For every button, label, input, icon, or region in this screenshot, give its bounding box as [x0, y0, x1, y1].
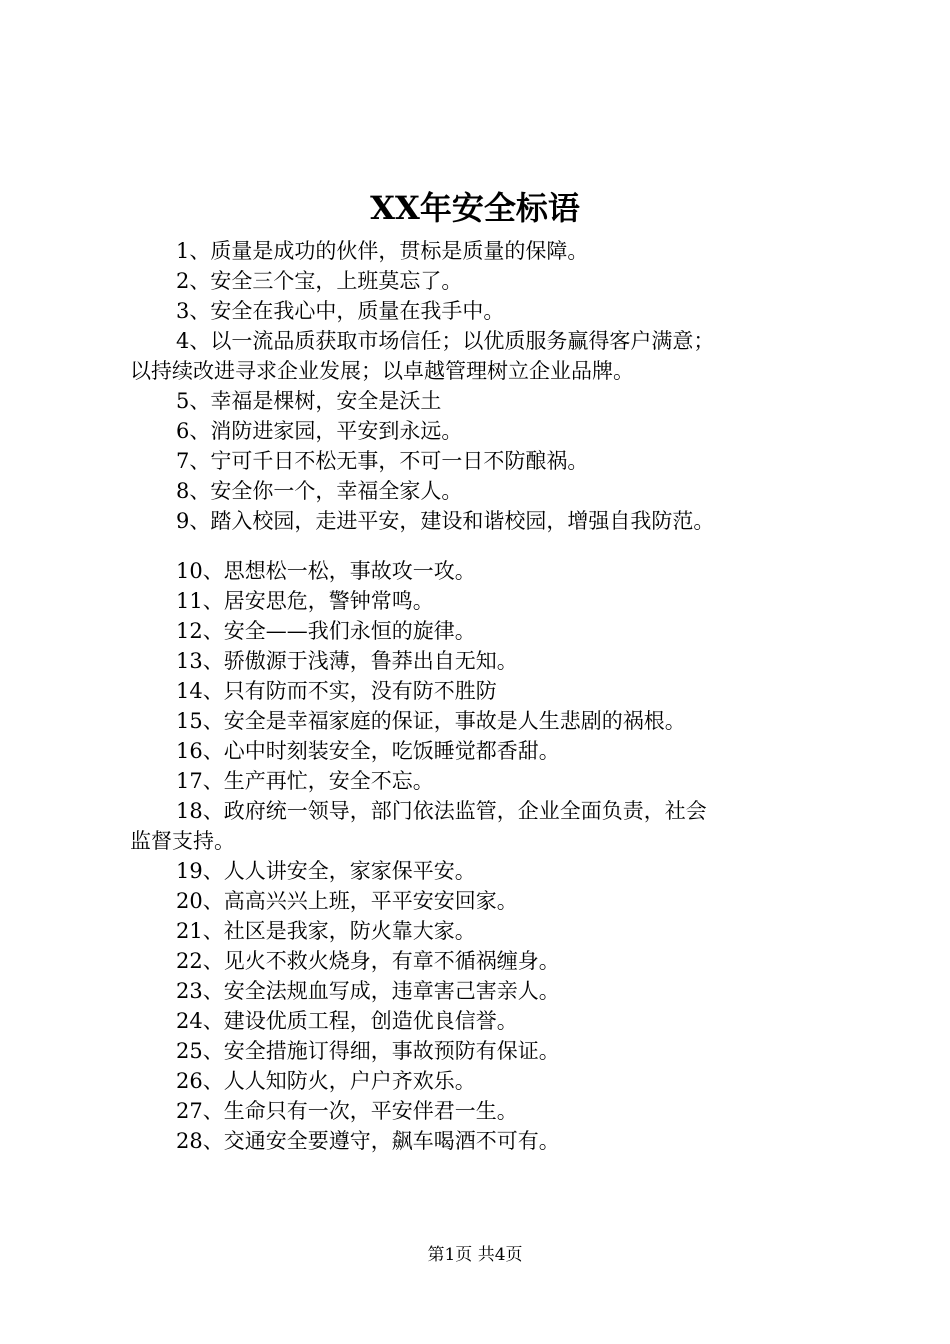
slogan-line: 20、高高兴兴上班，平平安安回家。 [176, 889, 518, 913]
slogan-line: 21、社区是我家，防火靠大家。 [176, 919, 476, 943]
slogan-line: 18、政府统一领导，部门依法监管，企业全面负责，社会 [176, 799, 707, 823]
slogan-list [130, 236, 835, 1156]
slogan-line: 6、消防进家园，平安到永远。 [176, 419, 463, 443]
slogan-line: 9、踏入校园，走进平安，建设和谐校园，增强自我防范。 [176, 509, 715, 533]
paragraph-spacer [130, 536, 835, 556]
slogan-line: 5、幸福是棵树，安全是沃土 [176, 389, 442, 413]
slogan-line: 26、人人知防火，户户齐欢乐。 [176, 1069, 476, 1093]
page-number: 第1页 共4页 [427, 1245, 523, 1265]
slogan-line: 4、以一流品质获取市场信任；以优质服务赢得客户满意； [176, 329, 715, 353]
slogan-line: 16、心中时刻装安全，吃饭睡觉都香甜。 [176, 739, 560, 763]
slogan-line: 17、生产再忙，安全不忘。 [176, 769, 434, 793]
slogan-line: 监督支持。 [130, 829, 235, 853]
slogan-line: 14、只有防而不实，没有防不胜防 [176, 679, 497, 703]
slogan-line: 以持续改进寻求企业发展；以卓越管理树立企业品牌。 [130, 359, 634, 383]
slogan-line: 1、质量是成功的伙伴，贯标是质量的保障。 [176, 239, 589, 263]
slogan-line: 22、见火不救火烧身，有章不循祸缠身。 [176, 949, 560, 973]
slogan-line: 25、安全措施订得细，事故预防有保证。 [176, 1039, 560, 1063]
slogan-line: 8、安全你一个，幸福全家人。 [176, 479, 463, 503]
slogan-line: 24、建设优质工程，创造优良信誉。 [176, 1009, 518, 1033]
slogan-line: 13、骄傲源于浅薄，鲁莽出自无知。 [176, 649, 518, 673]
slogan-line: 28、交通安全要遵守，飙车喝酒不可有。 [176, 1129, 560, 1153]
slogan-line: 19、人人讲安全，家家保平安。 [176, 859, 476, 883]
slogan-line: 27、生命只有一次，平安伴君一生。 [176, 1099, 518, 1123]
slogan-line: 12、安全——我们永恒的旋律。 [176, 619, 476, 643]
slogan-line: 7、宁可千日不松无事，不可一日不防酿祸。 [176, 449, 589, 473]
slogan-line: 15、安全是幸福家庭的保证，事故是人生悲剧的祸根。 [176, 709, 686, 733]
page-title: XX年安全标语 [370, 189, 580, 227]
slogan-line: 3、安全在我心中，质量在我手中。 [176, 299, 505, 323]
slogan-line: 2、安全三个宝，上班莫忘了。 [176, 269, 463, 293]
slogan-line: 23、安全法规血写成，违章害己害亲人。 [176, 979, 560, 1003]
slogan-line: 10、思想松一松，事故攻一攻。 [176, 559, 476, 583]
slogan-line: 11、居安思危，警钟常鸣。 [176, 589, 434, 613]
